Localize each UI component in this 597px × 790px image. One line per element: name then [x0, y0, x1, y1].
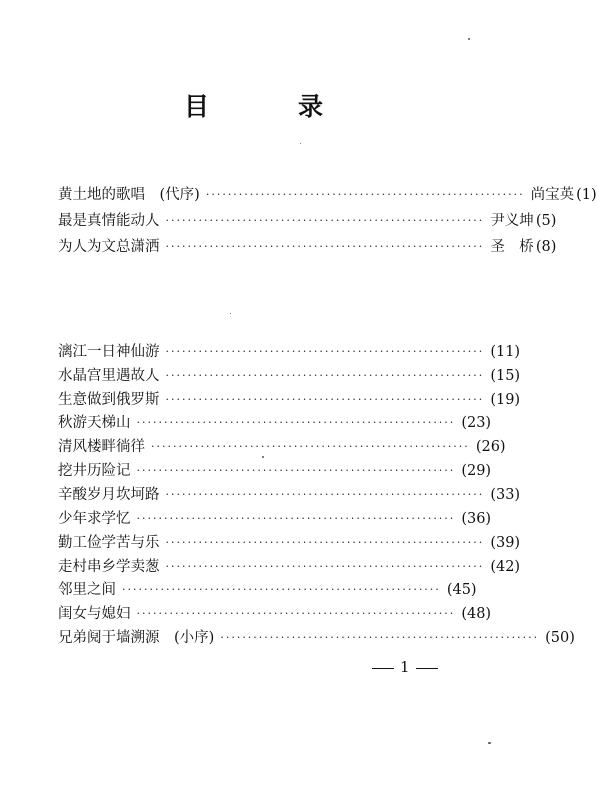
- leader-dots: ··························································: [165, 240, 485, 253]
- toc-entry-page: (26): [475, 439, 506, 455]
- toc-entry-page: (39): [490, 535, 521, 551]
- leader-dots: ··························································: [136, 607, 456, 620]
- toc-entry-title: 挖井历险记: [58, 463, 131, 479]
- toc-entry-page: (48): [461, 606, 492, 622]
- toc-entry-chapter-13[interactable]: [58, 628, 575, 648]
- footer-dash-right: [416, 668, 438, 669]
- toc-entry-page: (42): [490, 559, 521, 575]
- leader-dots: ··························································: [136, 512, 456, 525]
- leader-dots: ··························································: [165, 214, 485, 227]
- footer-dash-left: [372, 668, 394, 669]
- toc-entry-title: 邻里之间: [58, 582, 116, 598]
- leader-dots: ··························································: [165, 560, 485, 573]
- toc-entry-preface-2[interactable]: [58, 211, 557, 231]
- toc-entry-chapter-2[interactable]: [58, 366, 521, 386]
- toc-entry-chapter-7[interactable]: [58, 485, 521, 505]
- toc-entry-chapter-1[interactable]: [58, 342, 521, 362]
- toc-entry-preface-1[interactable]: [58, 185, 597, 205]
- toc-entry-title: 水晶宫里遇故人: [58, 368, 160, 384]
- toc-entry-page: (23): [461, 415, 492, 431]
- toc-entry-title: 辛酸岁月坎坷路: [58, 487, 160, 503]
- toc-entry-chapter-5[interactable]: [58, 437, 506, 457]
- toc-entry-title: 秋游天梯山: [58, 415, 131, 431]
- toc-entry-title: 最是真情能动人: [58, 213, 160, 229]
- toc-entry-title: 兄弟阋于墙溯源 (小序): [58, 630, 215, 646]
- leader-dots: ··························································: [205, 188, 525, 201]
- toc-entry-chapter-9[interactable]: [58, 533, 521, 553]
- toc-entry-author: 尹义坤: [490, 213, 534, 229]
- toc-entry-page: (11): [490, 344, 521, 360]
- title-char-2: 录: [298, 92, 324, 121]
- leader-dots: ··························································: [136, 464, 456, 477]
- toc-entry-page: (19): [490, 392, 521, 408]
- scan-speck: [300, 143, 301, 144]
- toc-entry-title: 勤工俭学苦与乐: [58, 535, 160, 551]
- toc-entry-title: 走村串乡学卖葱: [58, 559, 160, 575]
- toc-entry-page: (50): [545, 630, 575, 646]
- toc-entry-chapter-10[interactable]: [58, 557, 521, 577]
- toc-entry-page: (33): [490, 487, 521, 503]
- title-char-1: 目: [184, 92, 210, 121]
- page-number: 1: [400, 658, 410, 676]
- leader-dots: ··························································: [165, 345, 485, 358]
- toc-entry-page: (8): [535, 239, 557, 255]
- scan-speck: [468, 38, 470, 40]
- toc-entry-chapter-6[interactable]: [58, 461, 492, 481]
- toc-entry-page: (36): [461, 511, 492, 527]
- leader-dots: ··························································: [136, 416, 456, 429]
- leader-dots: ··························································: [165, 488, 485, 501]
- leader-dots: ··························································: [165, 393, 485, 406]
- toc-entry-title: 漓江一日神仙游: [58, 344, 160, 360]
- toc-entry-author: 尚宝英: [530, 187, 575, 203]
- leader-dots: ··························································: [165, 536, 485, 549]
- toc-entry-title: 清风楼畔徜徉: [58, 439, 145, 455]
- leader-dots: ··························································: [165, 369, 485, 382]
- scan-speck: [230, 313, 231, 314]
- toc-entry-title: 生意做到俄罗斯: [58, 392, 160, 408]
- toc-entry-page: (29): [461, 463, 492, 479]
- toc-entry-chapter-3[interactable]: [58, 390, 521, 410]
- leader-dots: ··························································: [220, 631, 540, 644]
- toc-entry-chapter-8[interactable]: [58, 509, 492, 529]
- toc-entry-title: 闺女与媳妇: [58, 606, 131, 622]
- toc-entry-title: 为人为文总潇洒: [58, 239, 160, 255]
- toc-entry-page: (45): [446, 582, 477, 598]
- toc-entry-author: 圣 桥: [490, 239, 534, 255]
- toc-entry-preface-3[interactable]: [58, 237, 557, 257]
- toc-entry-chapter-12[interactable]: [58, 604, 492, 624]
- toc-entry-page: (5): [535, 213, 557, 229]
- leader-dots: ··························································: [151, 440, 470, 453]
- page-title: [0, 92, 504, 122]
- toc-entry-title: 少年求学忆: [58, 511, 131, 527]
- toc-entry-page: (1): [576, 187, 597, 203]
- toc-entry-page: (15): [490, 368, 521, 384]
- toc-entry-chapter-11[interactable]: [58, 580, 477, 600]
- scan-speck: [262, 456, 264, 458]
- toc-entry-title: 黄土地的歌唱 (代序): [58, 187, 200, 203]
- leader-dots: ··························································: [122, 583, 441, 596]
- toc-entry-chapter-4[interactable]: [58, 413, 492, 433]
- page-number-footer: [372, 658, 438, 676]
- scan-speck: [488, 742, 491, 744]
